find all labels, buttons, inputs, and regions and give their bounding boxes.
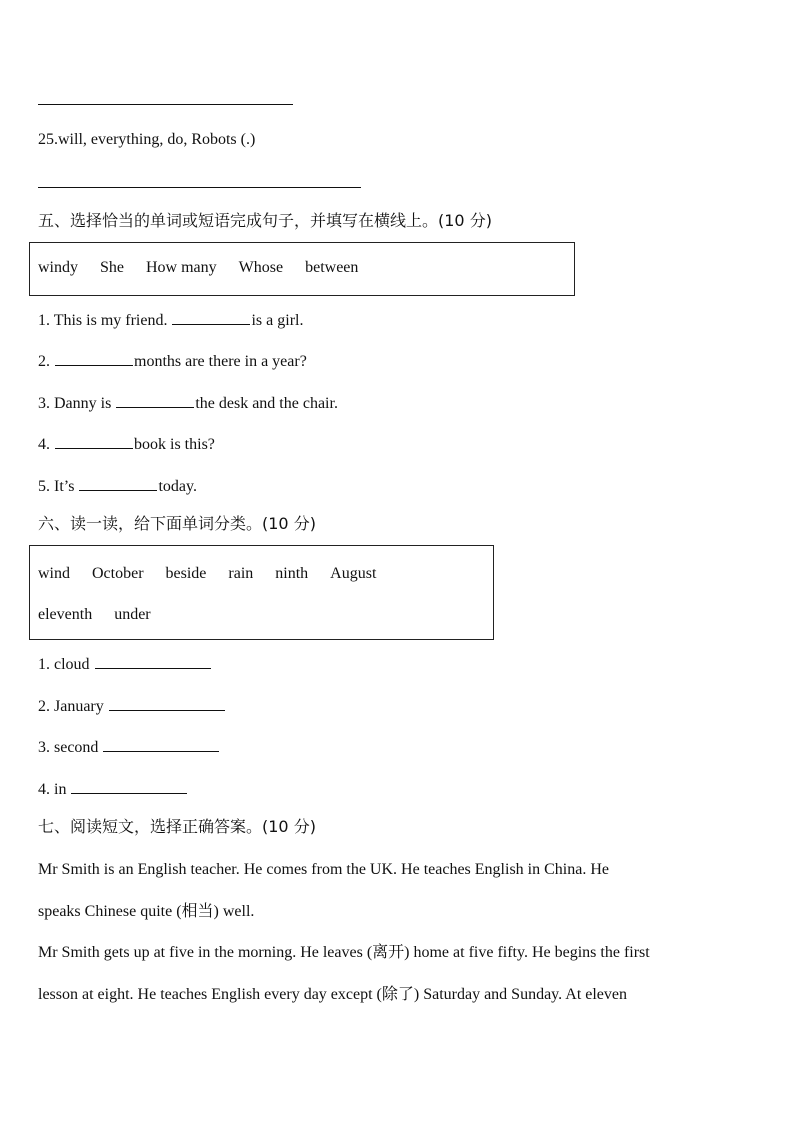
section-6-heading: 六、读一读，给下面单词分类。(10 分) [38,514,316,533]
word-bank-item: wind [38,565,70,582]
fill-blank[interactable] [55,349,133,366]
word-bank-item: October [92,565,144,582]
fill-blank[interactable] [109,694,225,711]
word-bank-item: She [100,259,124,276]
item-text: 3. Danny is [38,395,116,412]
fill-blank[interactable] [71,777,187,794]
word-bank-item: windy [38,259,78,276]
passage-line: Mr Smith gets up at five in the morning. He leaves (离开) home at five fifty. He begins the first [38,944,650,961]
section-5-item-4 [38,432,215,455]
word-bank-item: August [330,565,377,582]
section-5-word-bank [29,242,575,296]
word-bank-item: rain [228,565,254,582]
answer-line-24 [38,104,293,105]
answer-line-25 [38,187,361,188]
item-text: the desk and the chair. [195,395,338,412]
word-bank-item: under [114,606,151,623]
item-text: months are there in a year? [134,353,307,370]
item-text: book is this? [134,436,215,453]
section-6-item-2 [38,694,226,717]
question-25: 25.will, everything, do, Robots (.) [38,131,256,148]
item-text: today. [158,478,197,495]
fill-blank[interactable] [116,391,194,408]
item-text: 4. [38,436,54,453]
word-bank-item: ninth [275,565,309,582]
item-text: 5. It’s [38,478,79,495]
word-bank-item: beside [165,565,207,582]
item-text: 1. This is my friend. [38,312,172,329]
fill-blank[interactable] [55,432,133,449]
section-5-item-2 [38,349,307,372]
item-text: 4. in [38,781,71,798]
section-7-heading: 七、阅读短文，选择正确答案。(10 分) [38,817,316,836]
fill-blank[interactable] [95,652,211,669]
section-6-word-bank [29,545,494,640]
section-6-item-1 [38,652,212,675]
word-bank-item: Whose [238,259,284,276]
section-5-heading: 五、选择恰当的单词或短语完成句子，并填写在横线上。(10 分) [38,211,492,230]
item-text: 2. January [38,698,108,715]
word-bank-item: between [305,259,359,276]
fill-blank[interactable] [103,735,219,752]
section-5-item-3 [38,391,338,414]
section-6-item-3 [38,735,220,758]
passage-line: Mr Smith is an English teacher. He comes from the UK. He teaches English in China. He [38,861,609,878]
fill-blank[interactable] [79,474,157,491]
passage-line: lesson at eight. He teaches English every day except (除了) Saturday and Sunday. At eleven [38,986,628,1003]
section-6-item-4 [38,777,188,800]
item-text: 2. [38,353,54,370]
section-5-item-1 [38,308,303,331]
passage-line: speaks Chinese quite (相当) well. [38,903,255,920]
fill-blank[interactable] [172,308,250,325]
item-text: 3. second [38,739,103,756]
word-bank-item: How many [146,259,217,276]
item-text: 1. cloud [38,656,94,673]
word-bank-item: eleventh [38,606,93,623]
section-5-item-5 [38,474,197,497]
item-text: is a girl. [251,312,304,329]
